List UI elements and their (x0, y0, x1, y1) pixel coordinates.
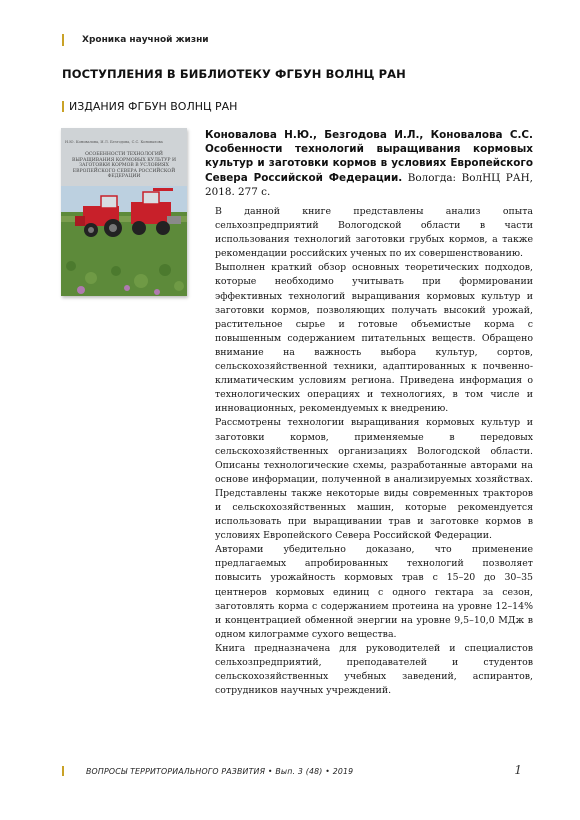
paragraph: Рассмотрены технологии выращивания кормовых культур и заготовки кормов, применяемые в передовых сельскохозяйственных организациях Вологодской области. Описаны технологические схемы, разработанные авторами на основе информации, полученной в анализируемых хозяйствах. Представлены также некоторые виды современных тракторов и сельскохозяйственных машин, которые рекомендуется использовать при выращивании трав и заготовке кормов в условиях Европейского Севера Российской Федерации. (215, 417, 533, 542)
book-citation (205, 128, 533, 199)
accent-bar (62, 101, 64, 112)
citation-authors-title: Коновалова Н.Ю., Безгодова И.Л., Коновалова С.С. Особенности технологий выращивания кормовых культур и заготовки кормов в условиях Европейского Севера Российской Федерации. (205, 129, 533, 184)
paragraph: В данной книге представлены анализ опыта сельхозпредприятий Вологодской области в части использования технологий заготовки грубых кормов, а также рекомендации российских ученых по их совершенствованию. (215, 206, 533, 260)
page-number: 1 (514, 763, 522, 777)
paragraph: Авторами убедительно доказано, что применение предлагаемых апробированных технологий позволяет повысить урожайность кормовых трав с 15–20 до 30–35 центнеров кормовых единиц с одного гектара за сезон, заготовлять корма с содержанием протеина на уровне 12–14% и концентрацией обменной энергии на уровне 9,5–10,0 МДж в одном килограмме сухого вещества. (215, 544, 533, 640)
cover-photo (61, 186, 187, 296)
running-head-text: Хроника научной жизни (82, 35, 209, 45)
page-footer (62, 763, 522, 777)
journal-info: ВОПРОСЫ ТЕРРИТОРИАЛЬНОГО РАЗВИТИЯ • Вып. 3 (48) • 2019 (86, 766, 354, 776)
cover-title: ОСОБЕННОСТИ ТЕХНОЛОГИЙ ВЫРАЩИВАНИЯ КОРМОВЫХ КУЛЬТУР И ЗАГОТОВКИ КОРМОВ В УСЛОВИЯХ ЕВРОПЕЙСКОГО СЕВЕРА РОССИЙСКОЙ ФЕДЕРАЦИИ (71, 152, 176, 180)
accent-bar (62, 766, 64, 776)
subsection-heading (62, 100, 237, 113)
paragraph: Книга предназначена для руководителей и специалистов сельхозпредприятий, преподавателей и студентов сельскохозяйственных учебных заведений, аспирантов, сотрудников научных учреждений. (215, 642, 533, 697)
cover-authors: Н.Ю. Коновалова, И.Л. Безгодова, С.С. Коновалова (65, 140, 163, 144)
accent-bar (62, 34, 64, 46)
citation-publisher: Вологда: ВолНЦ РАН, 2018. 277 с. (205, 171, 533, 198)
book-entry (205, 128, 533, 698)
running-head (62, 34, 209, 46)
section-title: ПОСТУПЛЕНИЯ В БИБЛИОТЕКУ ФГБУН ВОЛНЦ РАН (62, 67, 406, 81)
book-description (205, 205, 533, 698)
book-cover (61, 128, 187, 296)
subsection-title: ИЗДАНИЯ ФГБУН ВОЛНЦ РАН (69, 100, 238, 113)
paragraph: Выполнен краткий обзор основных теоретических подходов, которые необходимо учитывать при формировании эффективных технологий выращивания кормовых культур и заготовки кормов, позволяющих получать высокий урожай, растительное сырье и готовые объемистые корма с повышенным содержанием питательных веществ. Обращено внимание на важность выбора культур, сортов, сельскохозяйственной техники, адаптированных к почвенно-климатическим условиям региона. Приведена информация о технологических операциях и технологиях, в том числе и инновационных, рекомендуемых к внедрению. (215, 262, 533, 415)
